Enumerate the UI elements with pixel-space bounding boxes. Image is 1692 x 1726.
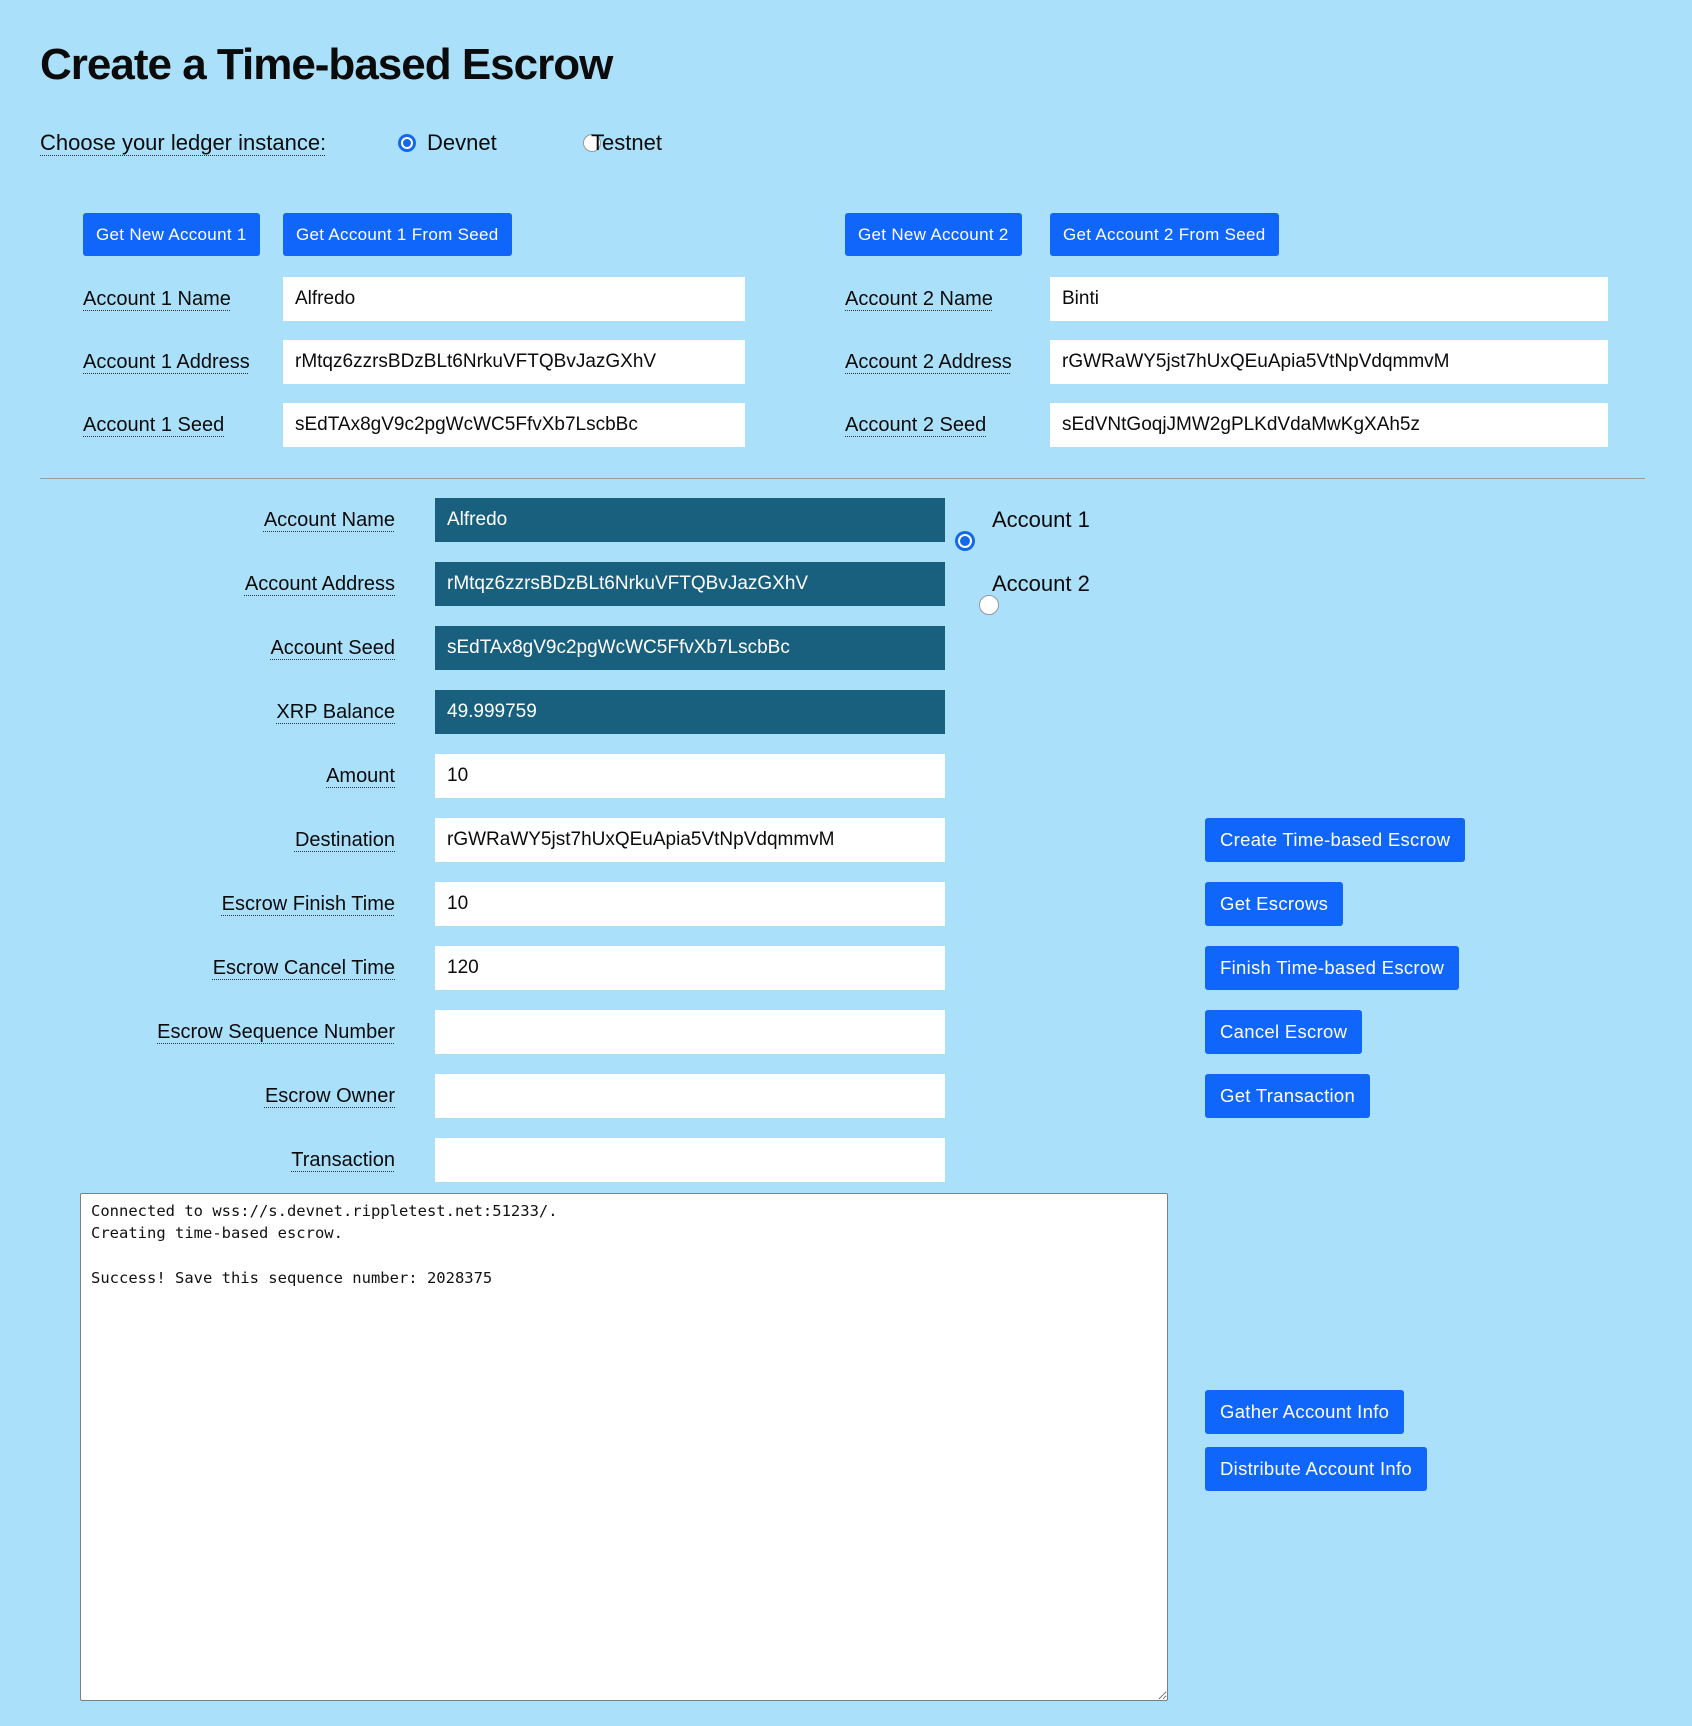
account-seed-field[interactable]	[435, 626, 945, 670]
account1-address-label: Account 1 Address	[83, 350, 250, 373]
account2-radio-label: Account 2	[992, 571, 1090, 596]
account2-name-label: Account 2 Name	[845, 287, 993, 310]
get-account2-from-seed-button[interactable]: Get Account 2 From Seed	[1050, 213, 1279, 256]
account-address-label: Account Address	[244, 572, 395, 595]
account2-address-label: Account 2 Address	[845, 350, 1012, 373]
account2-seed-label: Account 2 Seed	[845, 413, 987, 436]
account1-name-input[interactable]	[283, 277, 745, 321]
distribute-account-info-button[interactable]: Distribute Account Info	[1205, 1447, 1427, 1491]
account2-seed-input[interactable]	[1050, 403, 1608, 447]
get-account1-from-seed-button[interactable]: Get Account 1 From Seed	[283, 213, 512, 256]
page-title: Create a Time-based Escrow	[40, 40, 613, 89]
xrp-balance-field[interactable]	[435, 690, 945, 734]
account1-radio-label: Account 1	[992, 507, 1090, 532]
devnet-label: Devnet	[427, 130, 497, 155]
escrow-sequence-number-input[interactable]	[435, 1010, 945, 1054]
devnet-radio[interactable]	[398, 134, 416, 152]
testnet-label: Testnet	[591, 130, 662, 155]
output-textarea[interactable]	[80, 1193, 1168, 1701]
get-transaction-button[interactable]: Get Transaction	[1205, 1074, 1370, 1118]
escrow-owner-input[interactable]	[435, 1074, 945, 1118]
xrp-balance-label: XRP Balance	[276, 700, 395, 723]
account1-address-input[interactable]	[283, 340, 745, 384]
destination-label: Destination	[294, 828, 395, 851]
account1-name-label: Account 1 Name	[83, 287, 231, 310]
escrow-owner-label: Escrow Owner	[264, 1084, 395, 1107]
escrow-finish-time-input[interactable]	[435, 882, 945, 926]
amount-input[interactable]	[435, 754, 945, 798]
get-escrows-button[interactable]: Get Escrows	[1205, 882, 1343, 926]
account-name-label: Account Name	[263, 508, 395, 531]
get-new-account1-button[interactable]: Get New Account 1	[83, 213, 260, 256]
gather-account-info-button[interactable]: Gather Account Info	[1205, 1390, 1404, 1434]
account-address-field[interactable]	[435, 562, 945, 606]
escrow-cancel-time-label: Escrow Cancel Time	[212, 956, 395, 979]
transaction-label: Transaction	[291, 1148, 395, 1171]
account1-seed-label: Account 1 Seed	[83, 413, 225, 436]
section-divider	[40, 478, 1645, 479]
transaction-input[interactable]	[435, 1138, 945, 1182]
account2-address-input[interactable]	[1050, 340, 1608, 384]
create-escrow-button[interactable]: Create Time-based Escrow	[1205, 818, 1465, 862]
account1-seed-input[interactable]	[283, 403, 745, 447]
account-name-field[interactable]	[435, 498, 945, 542]
account-seed-label: Account Seed	[270, 636, 395, 659]
finish-escrow-button[interactable]: Finish Time-based Escrow	[1205, 946, 1459, 990]
account2-radio[interactable]	[979, 595, 999, 615]
cancel-escrow-button[interactable]: Cancel Escrow	[1205, 1010, 1362, 1054]
amount-label: Amount	[326, 764, 395, 787]
escrow-cancel-time-input[interactable]	[435, 946, 945, 990]
escrow-sequence-number-label: Escrow Sequence Number	[157, 1020, 395, 1043]
get-new-account2-button[interactable]: Get New Account 2	[845, 213, 1022, 256]
ledger-instance-label: Choose your ledger instance:	[40, 130, 327, 155]
escrow-finish-time-label: Escrow Finish Time	[221, 892, 395, 915]
account2-name-input[interactable]	[1050, 277, 1608, 321]
destination-input[interactable]	[435, 818, 945, 862]
account1-radio[interactable]	[955, 531, 975, 551]
